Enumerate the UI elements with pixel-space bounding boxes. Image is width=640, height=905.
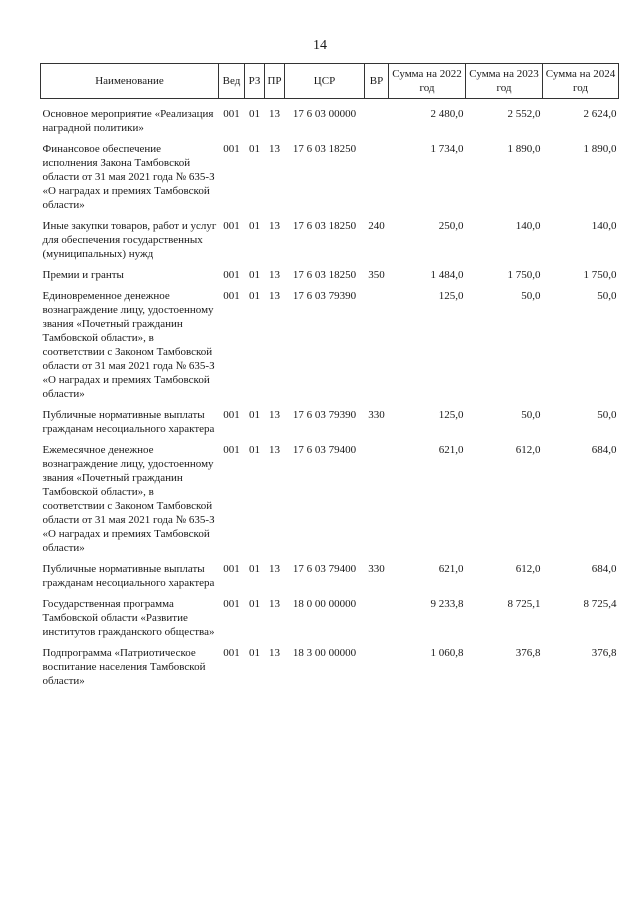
cell-pr: 13: [269, 409, 280, 421]
cell-sum-2024: 376,8: [591, 647, 617, 659]
cell-rz: 01: [249, 269, 260, 281]
cell-sum-2022: 1 734,0: [430, 143, 464, 155]
cell-vr: 330: [368, 563, 385, 575]
cell-pr: 13: [269, 444, 280, 456]
cell-name: Подпрограмма «Патриотическое воспитание населения Тамбовской области»: [42, 647, 206, 687]
cell-rz: 01: [249, 108, 260, 120]
cell-sum-2024: 8 725,4: [583, 598, 617, 610]
page-number: 14: [313, 38, 327, 53]
cell-name: Иные закупки товаров, работ и услуг для обеспечения государственных (муниципальных) нужд: [42, 220, 217, 260]
cell-name: Ежемесячное денежное вознаграждение лицу, удостоенному звания «Почетный гражданин Тамбовской области», в соответствии с Законом Тамбовской области от 31 мая 2021 года № 635-З «О наградах и премиях Тамбовской области»: [42, 444, 215, 554]
cell-ved: 001: [223, 444, 240, 456]
cell-csr: 18 3 00 00000: [292, 647, 357, 659]
cell-ved: 001: [223, 143, 240, 155]
cell-pr: 13: [269, 220, 280, 232]
table-row: [41, 646, 619, 695]
cell-sum-2024: 684,0: [591, 444, 617, 456]
cell-vr: [365, 597, 389, 646]
cell-name: Государственная программа Тамбовской области «Развитие институтов гражданского общества»: [42, 598, 215, 638]
cell-sum-2023: 612,0: [515, 444, 541, 456]
cell-sum-2024: 2 624,0: [583, 108, 617, 120]
cell-csr: 17 6 03 79400: [292, 444, 357, 456]
cell-sum-2023: 612,0: [515, 563, 541, 575]
cell-sum-2022: 125,0: [438, 290, 464, 302]
table-row: [41, 219, 619, 268]
cell-csr: 17 6 03 79390: [292, 290, 357, 302]
budget-table: [40, 63, 619, 695]
cell-sum-2023: 376,8: [515, 647, 541, 659]
cell-pr: 13: [269, 598, 280, 610]
table-row: [41, 562, 619, 597]
cell-sum-2023: 1 890,0: [507, 143, 541, 155]
cell-vr: [365, 443, 389, 562]
cell-csr: 17 6 03 79390: [292, 409, 357, 421]
cell-rz: 01: [249, 563, 260, 575]
cell-csr: 17 6 03 00000: [292, 108, 357, 120]
cell-sum-2023: 8 725,1: [507, 598, 541, 610]
header-sum-2023: Сумма на 2023 год: [466, 64, 543, 99]
cell-pr: 13: [269, 563, 280, 575]
header-name: Наименование: [41, 64, 219, 99]
cell-rz: 01: [249, 143, 260, 155]
cell-vr: [365, 99, 389, 143]
cell-sum-2022: 125,0: [438, 409, 464, 421]
cell-pr: 13: [269, 290, 280, 302]
table-row: [41, 289, 619, 408]
cell-sum-2022: 1 060,8: [430, 647, 464, 659]
cell-rz: 01: [249, 220, 260, 232]
table-row: [41, 142, 619, 219]
cell-rz: 01: [249, 598, 260, 610]
cell-sum-2024: 50,0: [597, 290, 617, 302]
cell-pr: 13: [269, 269, 280, 281]
cell-sum-2022: 1 484,0: [430, 269, 464, 281]
cell-sum-2023: 50,0: [521, 409, 541, 421]
table-row: [41, 268, 619, 289]
cell-rz: 01: [249, 444, 260, 456]
cell-csr: 17 6 03 18250: [292, 220, 357, 232]
header-pr: ПР: [265, 64, 285, 99]
cell-name: Единовременное денежное вознаграждение лицу, удостоенному звания «Почетный гражданин Тамбовской области», в соответствии с Законом Тамбовской области от 31 мая 2021 года № 635-З «О наградах и премиях Тамбовской области»: [42, 290, 215, 400]
cell-csr: 17 6 03 18250: [292, 269, 357, 281]
cell-name: Основное мероприятие «Реализация наградной политики»: [42, 108, 214, 134]
cell-pr: 13: [269, 647, 280, 659]
table-row: [41, 99, 619, 143]
cell-name: Публичные нормативные выплаты гражданам несоциального характера: [42, 409, 215, 435]
cell-sum-2024: 1 750,0: [583, 269, 617, 281]
cell-sum-2022: 2 480,0: [430, 108, 464, 120]
cell-rz: 01: [249, 409, 260, 421]
cell-sum-2024: 140,0: [591, 220, 617, 232]
cell-vr: [365, 646, 389, 695]
cell-sum-2023: 2 552,0: [507, 108, 541, 120]
table-row: [41, 408, 619, 443]
cell-sum-2024: 1 890,0: [583, 143, 617, 155]
cell-sum-2024: 684,0: [591, 563, 617, 575]
cell-sum-2023: 1 750,0: [507, 269, 541, 281]
header-row: [41, 64, 619, 99]
cell-ved: 001: [223, 563, 240, 575]
header-vr: ВР: [365, 64, 389, 99]
header-ved: Вед: [219, 64, 245, 99]
header-sum-2024: Сумма на 2024 год: [543, 64, 619, 99]
cell-sum-2022: 9 233,8: [430, 598, 464, 610]
cell-ved: 001: [223, 598, 240, 610]
cell-ved: 001: [223, 290, 240, 302]
cell-csr: 18 0 00 00000: [292, 598, 357, 610]
cell-name: Публичные нормативные выплаты гражданам несоциального характера: [42, 563, 215, 589]
cell-vr: 240: [368, 220, 385, 232]
cell-ved: 001: [223, 409, 240, 421]
cell-sum-2022: 621,0: [438, 444, 464, 456]
cell-csr: 17 6 03 18250: [292, 143, 357, 155]
cell-pr: 13: [269, 143, 280, 155]
cell-sum-2024: 50,0: [597, 409, 617, 421]
cell-sum-2023: 140,0: [515, 220, 541, 232]
table-row: [41, 443, 619, 562]
cell-name: Финансовое обеспечение исполнения Закона Тамбовской области от 31 мая 2021 года № 635-З «О наградах и премиях Тамбовской области»: [42, 143, 215, 211]
cell-vr: 330: [368, 409, 385, 421]
cell-csr: 17 6 03 79400: [292, 563, 357, 575]
cell-sum-2023: 50,0: [521, 290, 541, 302]
cell-ved: 001: [223, 220, 240, 232]
cell-vr: [365, 142, 389, 219]
cell-sum-2022: 250,0: [438, 220, 464, 232]
cell-sum-2022: 621,0: [438, 563, 464, 575]
table-row: [41, 597, 619, 646]
cell-ved: 001: [223, 108, 240, 120]
header-rz: РЗ: [245, 64, 265, 99]
cell-vr: 350: [368, 269, 385, 281]
cell-ved: 001: [223, 647, 240, 659]
header-sum-2022: Сумма на 2022 год: [389, 64, 466, 99]
cell-rz: 01: [249, 647, 260, 659]
cell-pr: 13: [269, 108, 280, 120]
cell-rz: 01: [249, 290, 260, 302]
cell-vr: [365, 289, 389, 408]
cell-name: Премии и гранты: [42, 269, 124, 281]
cell-ved: 001: [223, 269, 240, 281]
header-csr: ЦСР: [285, 64, 365, 99]
